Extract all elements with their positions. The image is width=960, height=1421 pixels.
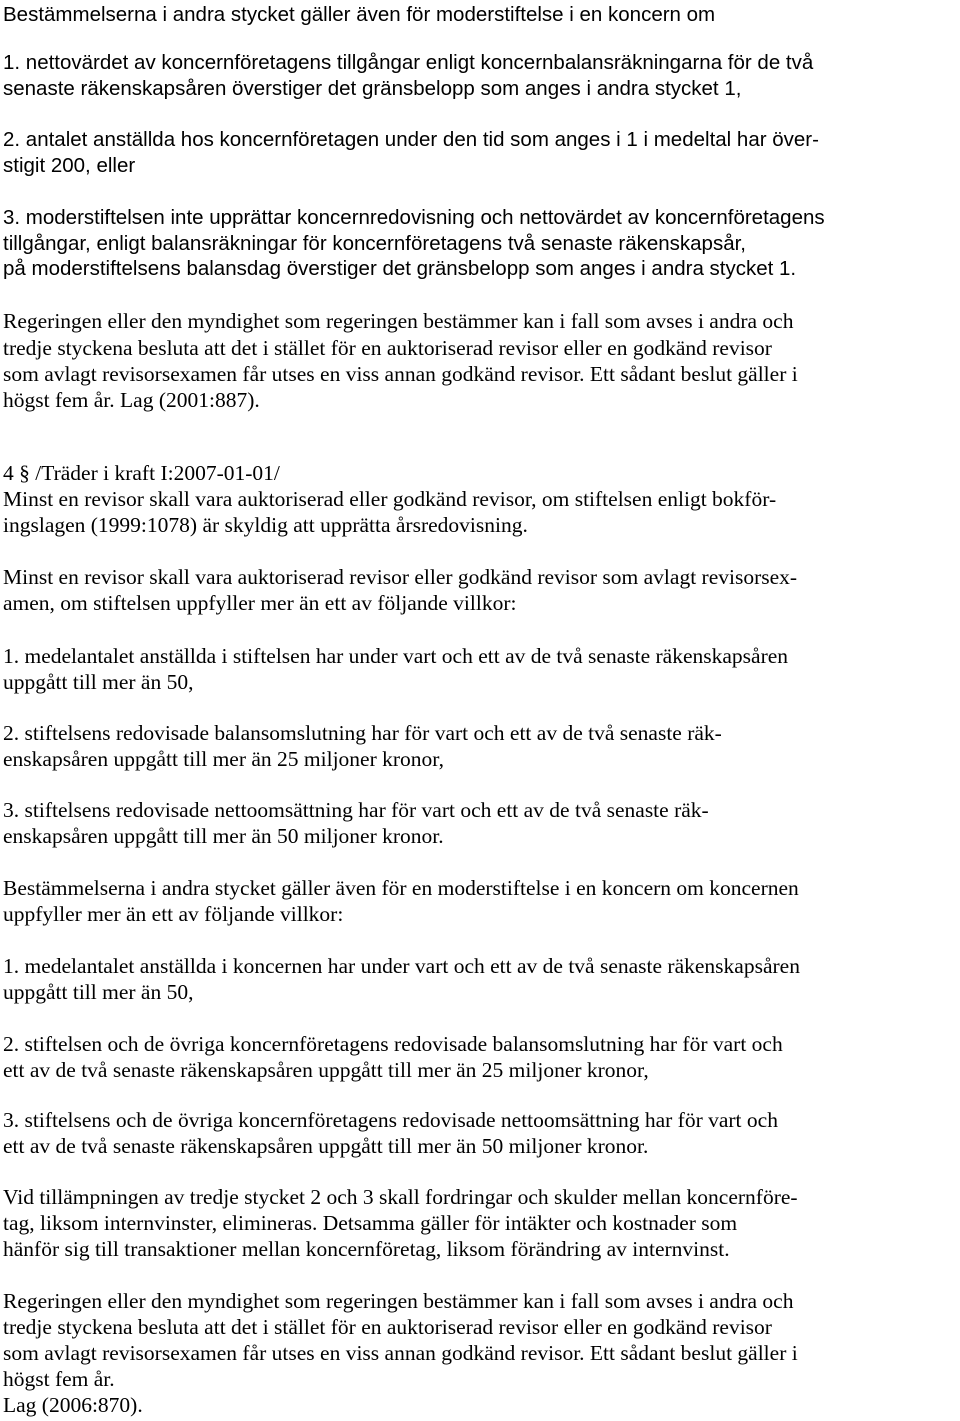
paragraph-authorized-revisor-line: amen, om stiftelsen uppfyller mer än ett av följande villkor: [3,591,517,615]
condition-item-3-line: 3. stiftelsens redovisade nettoomsättning har för vart och ett av de två senaste räk- [3,798,709,822]
group-condition-item-2-line: ett av de två senaste räkenskapsåren uppgått till mer än 25 miljoner kronor, [3,1058,649,1082]
section-heading-line: 4 § /Träder i kraft I:2007-01-01/ [3,461,280,485]
condition-item-1-line: uppgått till mer än 50, [3,670,194,694]
paragraph-government-2001-line: Regeringen eller den myndighet som regeringen bestämmer kan i fall som avses i andra och [3,309,794,333]
paragraph-government-2006-line: högst fem år. [3,1367,115,1391]
paragraph-parent-foundation-line: uppfyller mer än ett av följande villkor: [3,902,344,926]
law-reference-line: Lag (2006:870). [3,1393,143,1417]
condition-item-3-line: enskapsåren uppgått till mer än 50 miljoner kronor. [3,824,444,848]
group-condition-item-3-line: 3. stiftelsens och de övriga koncernföretagens redovisade nettoomsättning har för vart och [3,1108,778,1132]
paragraph-elimination-line: tag, liksom internvinster, elimineras. Detsamma gäller för intäkter och kostnader som [3,1211,738,1235]
paragraph-intro-line: Bestämmelserna i andra stycket gäller även för moderstiftelse i en koncern om [3,3,716,26]
group-condition-item-3-line: ett av de två senaste räkenskapsåren uppgått till mer än 50 miljoner kronor. [3,1134,649,1158]
paragraph-government-2001-line: som avlagt revisorsexamen får utses en viss annan godkänd revisor. Ett sådant beslut gäller i [3,362,798,386]
paragraph-min-revisor-line: ingslagen (1999:1078) är skyldig att upprätta årsredovisning. [3,513,528,537]
condition-item-2-line: enskapsåren uppgått till mer än 25 miljoner kronor, [3,747,444,771]
condition-item-1-line: 1. medelantalet anställda i stiftelsen har under vart och ett av de två senaste räkenskapsåren [3,644,789,668]
group-condition-item-1-line: 1. medelantalet anställda i koncernen har under vart och ett av de två senaste räkenskapsåren [3,954,800,978]
paragraph-government-2006-line: Regeringen eller den myndighet som regeringen bestämmer kan i fall som avses i andra och [3,1289,794,1313]
paragraph-government-2006-line: tredje styckena besluta att det i stället för en auktoriserad revisor eller en godkänd revisor [3,1315,772,1339]
list-item-1-line: 1. nettovärdet av koncernföretagens tillgångar enligt koncernbalansräkningarna för de två [3,51,814,74]
list-item-1-line: senaste räkenskapsåren överstiger det gränsbelopp som anges i andra stycket 1, [3,77,742,100]
list-item-2-line: stigit 200, eller [3,154,136,177]
condition-item-2-line: 2. stiftelsens redovisade balansomslutning har för vart och ett av de två senaste räk- [3,721,722,745]
paragraph-min-revisor-line: Minst en revisor skall vara auktoriserad eller godkänd revisor, om stiftelsen enligt bokför- [3,487,777,511]
paragraph-parent-foundation-line: Bestämmelserna i andra stycket gäller även för en moderstiftelse i en koncern om koncernen [3,876,799,900]
list-item-3-line: på moderstiftelsens balansdag överstiger det gränsbelopp som anges i andra stycket 1. [3,257,797,280]
paragraph-government-2001-line: tredje styckena besluta att det i stället för en auktoriserad revisor eller en godkänd revisor [3,336,772,360]
paragraph-elimination-line: hänför sig till transaktioner mellan koncernföretag, liksom förändring av internvinst. [3,1237,730,1261]
list-item-2-line: 2. antalet anställda hos koncernföretagen under den tid som anges i 1 i medeltal har över- [3,128,819,151]
group-condition-item-1-line: uppgått till mer än 50, [3,980,194,1004]
paragraph-government-2006-line: som avlagt revisorsexamen får utses en viss annan godkänd revisor. Ett sådant beslut gäller i [3,1341,798,1365]
paragraph-government-2001-line: högst fem år. Lag (2001:887). [3,388,260,412]
list-item-3-line: 3. moderstiftelsen inte upprättar koncernredovisning och nettovärdet av koncernföretagens [3,206,825,229]
list-item-3-line: tillgångar, enligt balansräkningar för koncernföretagens två senaste räkenskapsår, [3,232,747,255]
paragraph-authorized-revisor-line: Minst en revisor skall vara auktoriserad revisor eller godkänd revisor som avlagt revisorsex- [3,565,798,589]
paragraph-elimination-line: Vid tillämpningen av tredje stycket 2 och 3 skall fordringar och skulder mellan koncernföre- [3,1185,798,1209]
group-condition-item-2-line: 2. stiftelsen och de övriga koncernföretagens redovisade balansomslutning har för vart och [3,1032,783,1056]
